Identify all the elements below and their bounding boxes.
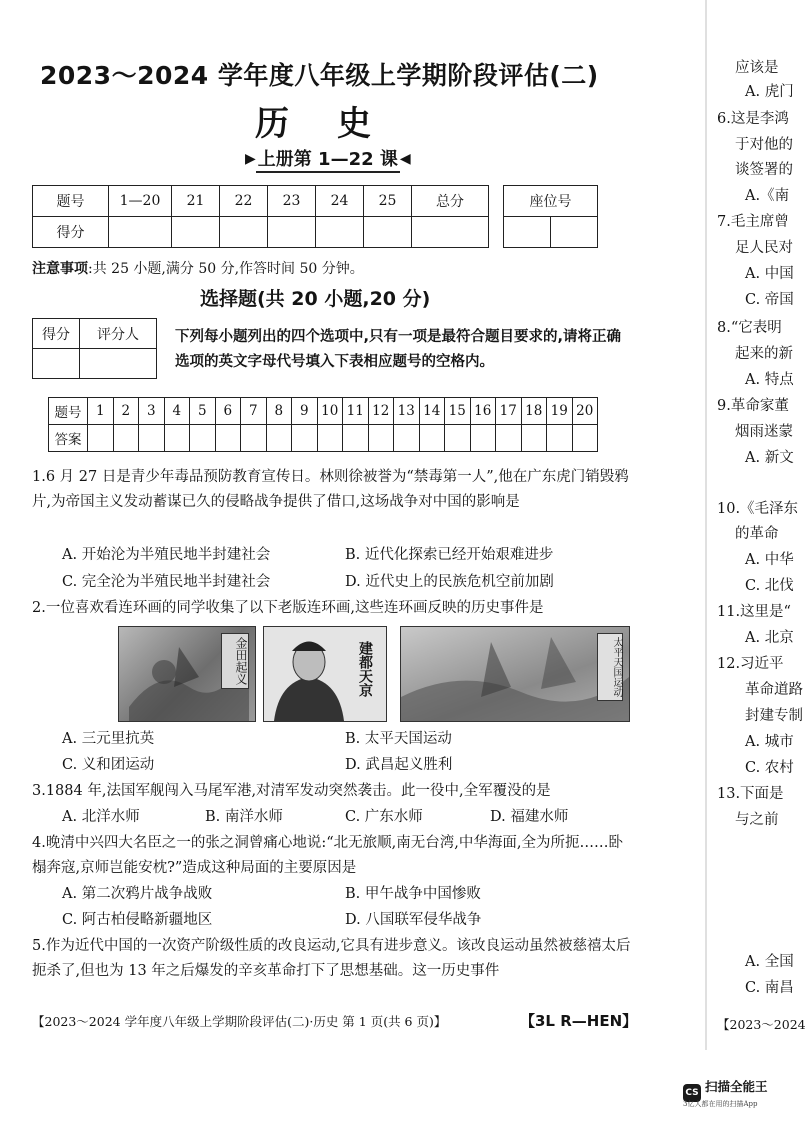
scope-text: 上册第 1—22 课	[256, 145, 400, 173]
comic-caption-2: 建都天京	[357, 641, 373, 697]
question-2-option-d[interactable]: D. 武昌起义胜利	[345, 757, 453, 773]
grader-score-cell[interactable]	[33, 349, 80, 379]
comic-pictures	[118, 626, 630, 720]
answer-number-cell: 10	[317, 398, 343, 425]
notice-label: 注意事项	[32, 261, 88, 277]
next-page-line: 11.这里是“	[717, 604, 791, 620]
instructions: 下列每小题列出的四个选项中,只有一项是最符合题目要求的,请将正确选项的英文字母代号填入下表相应题号的空格内。	[175, 329, 622, 370]
grader-name-label: 评分人	[80, 319, 157, 349]
score-header-cell: 25	[364, 186, 412, 217]
question-5-stem: 5.作为近代中国的一次资产阶级性质的改良运动,它具有进步意义。该改良运动虽然被慈禧太后扼杀了,但也为 13 年之后爆发的辛亥革命打下了思想基础。这一历史事件	[32, 938, 631, 979]
next-page-line: 【2023～2024	[717, 1017, 806, 1032]
answer-number-cell: 5	[190, 398, 216, 425]
answer-input-cell[interactable]	[368, 425, 394, 452]
score-cell[interactable]	[412, 217, 489, 248]
next-page-line: A. 中华	[745, 552, 794, 568]
score-header-cell: 23	[268, 186, 316, 217]
comic-caption-3: 太平天国运动	[597, 633, 623, 701]
next-page-line: A.《南	[745, 188, 790, 204]
answer-input-cell[interactable]	[572, 425, 598, 452]
answer-row-label: 答案	[49, 425, 88, 452]
answer-input-cell[interactable]	[215, 425, 241, 452]
answer-number-cell: 2	[113, 398, 139, 425]
answer-number-cell: 18	[521, 398, 547, 425]
next-page-line: 应该是	[735, 60, 779, 76]
section-title: 选择题(共 20 小题,20 分)	[200, 288, 431, 310]
question-2-option-a[interactable]: A. 三元里抗英	[62, 731, 155, 747]
paper-code: 【3L R—HEN】	[520, 1012, 638, 1030]
answer-input-cell[interactable]	[394, 425, 420, 452]
notice	[32, 258, 364, 278]
question-2-option-c[interactable]: C. 义和团运动	[62, 757, 155, 773]
answer-number-cell: 1	[88, 398, 114, 425]
next-page-line: 12.习近平	[717, 656, 784, 672]
score-header-cell: 1—20	[109, 186, 172, 217]
page-footer: 【2023～2024 学年度八年级上学期阶段评估(二)·历史 第 1 页(共 6 页)】	[32, 1014, 447, 1029]
answer-input-cell[interactable]	[266, 425, 292, 452]
answer-input-cell[interactable]	[292, 425, 318, 452]
question-3-stem: 3.1884 年,法国军舰闯入马尾军港,对清军发动突然袭击。此一役中,全军覆没的是	[32, 783, 551, 799]
score-cell[interactable]	[268, 217, 316, 248]
question-3-option-d[interactable]: D. 福建水师	[490, 809, 569, 825]
next-page-line: C. 北伐	[745, 578, 794, 594]
comic-picture-1	[118, 626, 256, 722]
question-1-option-a[interactable]: A. 开始沦为半殖民地半封建社会	[62, 547, 271, 563]
lesson-scope	[245, 145, 411, 173]
next-page-line: 7.毛主席曾	[717, 214, 789, 230]
score-header-cell: 22	[220, 186, 268, 217]
exam-title: 2023～2024 学年度八年级上学期阶段评估(二)	[40, 61, 599, 90]
next-page-line: A. 新文	[745, 450, 794, 466]
triangle-right-icon: ▶	[245, 151, 256, 167]
answer-input-cell[interactable]	[419, 425, 445, 452]
next-page-line: 6.这是李鸿	[717, 111, 789, 127]
score-cell[interactable]	[172, 217, 220, 248]
answer-table	[48, 397, 598, 452]
question-1-option-b[interactable]: B. 近代化探索已经开始艰难进步	[345, 547, 554, 563]
notice-text: :共 25 小题,满分 50 分,作答时间 50 分钟。	[88, 261, 364, 277]
question-2-stem: 2.一位喜欢看连环画的同学收集了以下老版连环画,这些连环画反映的历史事件是	[32, 600, 544, 616]
next-page-line: 足人民对	[735, 240, 793, 256]
next-page-line: 革命道路	[745, 682, 803, 698]
seat-cell[interactable]	[504, 217, 551, 248]
answer-number-cell: 8	[266, 398, 292, 425]
scanner-name: 扫描全能王	[705, 1079, 768, 1094]
seat-cell[interactable]	[551, 217, 598, 248]
answer-number-cell: 15	[445, 398, 471, 425]
answer-input-cell[interactable]	[521, 425, 547, 452]
scanner-tagline: 3亿人都在用的扫描App	[683, 1100, 758, 1108]
comic-picture-2	[263, 626, 387, 722]
score-cell[interactable]	[109, 217, 172, 248]
next-page-line: A. 中国	[745, 266, 794, 282]
next-page-line: C. 农村	[745, 760, 794, 776]
next-page-line: 烟雨迷蒙	[735, 424, 793, 440]
next-page-line: 10.《毛泽东	[717, 501, 799, 517]
answer-input-cell[interactable]	[139, 425, 165, 452]
grader-name-cell[interactable]	[80, 349, 157, 379]
answer-number-cell: 3	[139, 398, 165, 425]
score-table	[32, 185, 489, 248]
answer-number-cell: 12	[368, 398, 394, 425]
answer-number-cell: 20	[572, 398, 598, 425]
next-page-line: 与之前	[735, 812, 779, 828]
crowd-scene-illustration	[401, 627, 629, 721]
next-page-line: A. 全国	[745, 954, 794, 970]
next-page-line: 谈签署的	[735, 162, 793, 178]
next-page-line: 8.“它表明	[717, 320, 782, 336]
answer-input-cell[interactable]	[343, 425, 369, 452]
score-header-cell: 21	[172, 186, 220, 217]
question-4-option-b[interactable]: B. 甲午战争中国惨败	[345, 886, 481, 902]
grader-score-label: 得分	[33, 319, 80, 349]
answer-number-cell: 11	[343, 398, 369, 425]
seat-label: 座位号	[504, 186, 598, 217]
answer-input-cell[interactable]	[496, 425, 522, 452]
answer-input-cell[interactable]	[113, 425, 139, 452]
next-page-line: 9.革命家董	[717, 398, 789, 414]
answer-number-cell: 13	[394, 398, 420, 425]
score-row-label: 得分	[33, 217, 109, 248]
question-4-option-a[interactable]: A. 第二次鸦片战争战败	[62, 886, 213, 902]
page-fold-line	[705, 0, 707, 1050]
grader-table	[32, 318, 157, 379]
next-page-line: 13.下面是	[717, 786, 784, 802]
next-page-line: A. 北京	[745, 630, 794, 646]
score-cell[interactable]	[364, 217, 412, 248]
answer-input-cell[interactable]	[547, 425, 573, 452]
question-1-option-d[interactable]: D. 近代史上的民族危机空前加剧	[345, 574, 554, 590]
next-page-line: 封建专制	[745, 708, 803, 724]
score-cell[interactable]	[316, 217, 364, 248]
question-4-option-c[interactable]: C. 阿古柏侵略新疆地区	[62, 912, 213, 928]
score-header-cell: 24	[316, 186, 364, 217]
question-3-option-c[interactable]: C. 广东水师	[345, 809, 423, 825]
question-4-stem: 4.晚清中兴四大名臣之一的张之洞曾痛心地说:“北无旅顺,南无台湾,中华海面,全为所扼……卧榻奔寇,京师岂能安枕?”造成这种局面的主要原因是	[32, 835, 623, 876]
next-page-line: 起来的新	[735, 346, 793, 362]
answer-number-cell: 16	[470, 398, 496, 425]
question-4-option-d[interactable]: D. 八国联军侵华战争	[345, 912, 482, 928]
answer-row-label: 题号	[49, 398, 88, 425]
score-header-cell: 总分	[412, 186, 489, 217]
answer-number-cell: 14	[419, 398, 445, 425]
answer-input-cell[interactable]	[190, 425, 216, 452]
answer-number-cell: 7	[241, 398, 267, 425]
next-page-line: A. 城市	[745, 734, 794, 750]
answer-number-cell: 9	[292, 398, 318, 425]
scanner-logo-icon: CS	[683, 1084, 701, 1102]
question-1-option-c[interactable]: C. 完全沦为半殖民地半封建社会	[62, 574, 271, 590]
score-cell[interactable]	[220, 217, 268, 248]
answer-input-cell[interactable]	[445, 425, 471, 452]
answer-number-cell: 4	[164, 398, 190, 425]
triangle-left-icon: ◀	[399, 151, 411, 167]
answer-input-cell[interactable]	[241, 425, 267, 452]
next-page-line: A. 虎门	[745, 84, 794, 100]
next-page-line: A. 特点	[745, 372, 794, 388]
answer-number-cell: 6	[215, 398, 241, 425]
comic-caption-1: 金田起义	[221, 633, 249, 689]
answer-input-cell[interactable]	[317, 425, 343, 452]
subject-title: 历史	[255, 104, 419, 144]
next-page-line: 于对他的	[735, 137, 793, 153]
score-header-cell: 题号	[33, 186, 109, 217]
question-1-stem: 1.6 月 27 日是青少年毒品预防教育宣传日。林则徐被誉为“禁毒第一人”,他在广东虎门销毁鸦片,为帝国主义发动蓄谋已久的侵略战争提供了借口,这场战争对中国的影响是	[32, 469, 629, 510]
question-2-option-b[interactable]: B. 太平天国运动	[345, 731, 452, 747]
answer-input-cell[interactable]	[88, 425, 114, 452]
comic-picture-3	[400, 626, 630, 722]
question-3-option-b[interactable]: B. 南洋水师	[205, 809, 283, 825]
question-3-option-a[interactable]: A. 北洋水师	[62, 809, 140, 825]
answer-number-cell: 19	[547, 398, 573, 425]
answer-number-cell: 17	[496, 398, 522, 425]
seat-table	[503, 185, 598, 248]
next-page-line: 的革命	[735, 526, 779, 542]
next-page-line: C. 帝国	[745, 292, 794, 308]
answer-input-cell[interactable]	[164, 425, 190, 452]
next-page-line: C. 南昌	[745, 980, 794, 996]
answer-input-cell[interactable]	[470, 425, 496, 452]
